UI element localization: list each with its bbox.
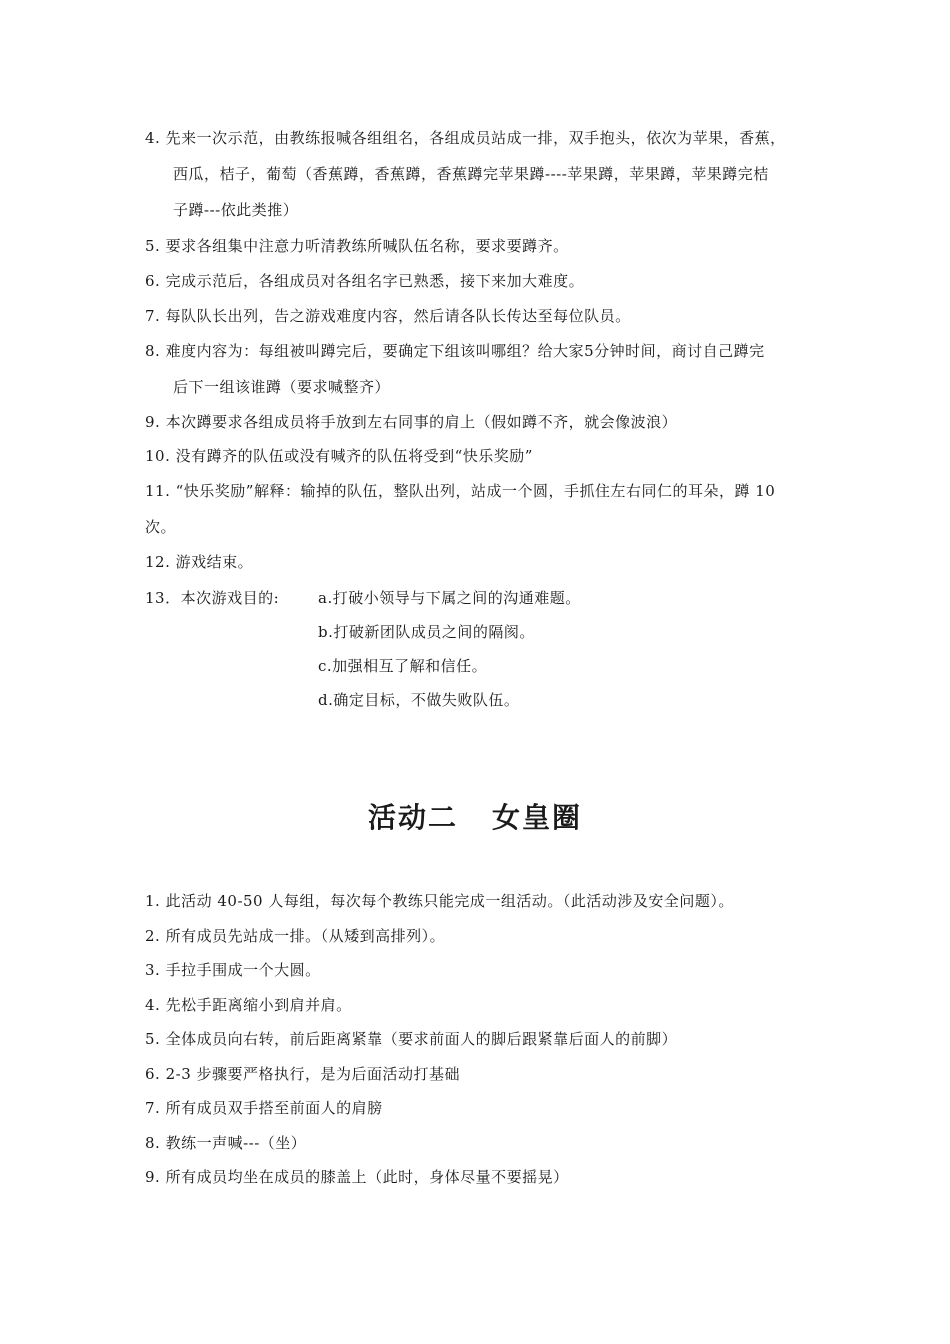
goal-b: b.打破新团队成员之间的隔阂。 bbox=[318, 623, 535, 641]
section-title bbox=[0, 796, 950, 836]
goals-label: 13．本次游戏目的: bbox=[145, 589, 280, 607]
item-number: 9. bbox=[145, 413, 161, 431]
item-number: 12. bbox=[145, 553, 171, 571]
item-text: 所有成员先站成一排。（从矮到高排列）。 bbox=[165, 927, 446, 945]
item-number: 5. bbox=[145, 237, 161, 255]
item-text-continued: 子蹲---依此类推） bbox=[173, 201, 299, 219]
item-number: 3. bbox=[145, 961, 161, 979]
item-text: 2-3 步骤要严格执行，是为后面活动打基础 bbox=[165, 1065, 461, 1083]
item-number: 8. bbox=[145, 342, 161, 360]
item-number: 10. bbox=[145, 447, 171, 465]
item-number: 9. bbox=[145, 1168, 161, 1186]
item-text: 手拉手围成一个大圆。 bbox=[165, 961, 321, 979]
item-text-continued: 后下一组该谁蹲（要求喊整齐） bbox=[173, 378, 391, 396]
section-title-part2: 女皇圈 bbox=[492, 801, 583, 834]
list-item-s2-5 bbox=[145, 1021, 845, 1057]
item-number: 1. bbox=[145, 892, 161, 910]
list-item-9 bbox=[145, 404, 845, 440]
item-number: 2. bbox=[145, 927, 161, 945]
item-text: 要求各组集中注意力听清教练所喊队伍名称，要求要蹲齐。 bbox=[165, 237, 569, 255]
goal-d: d.确定目标，不做失败队伍。 bbox=[318, 691, 520, 709]
item-number: 7. bbox=[145, 1099, 161, 1117]
item-text: 难度内容为：每组被叫蹲完后，要确定下组该叫哪组？给大家5分钟时间，商讨自己蹲完 bbox=[165, 342, 765, 360]
item-number: 5. bbox=[145, 1030, 161, 1048]
item-number: 11. bbox=[145, 482, 171, 500]
list-item-s2-9 bbox=[145, 1159, 845, 1195]
item-number: 8. bbox=[145, 1134, 161, 1152]
list-item-12 bbox=[145, 544, 845, 580]
list-item-10 bbox=[145, 438, 845, 474]
item-text-continued: 西瓜，桔子，葡萄（香蕉蹲，香蕉蹲，香蕉蹲完苹果蹲----苹果蹲，苹果蹲，苹果蹲完桔 bbox=[173, 165, 769, 183]
item-text: 每队队长出列，告之游戏难度内容，然后请各队长传达至每位队员。 bbox=[165, 307, 631, 325]
item-number: 4. bbox=[145, 129, 161, 147]
list-item-8 bbox=[145, 333, 845, 405]
item-text: 先来一次示范，由教练报喊各组组名，各组成员站成一排，双手抱头，依次为苹果，香蕉， bbox=[165, 129, 786, 147]
item-number: 4. bbox=[145, 996, 161, 1014]
item-text: 此活动 40-50 人每组，每次每个教练只能完成一组活动。（此活动涉及安全问题）。 bbox=[165, 892, 734, 910]
item-number: 7. bbox=[145, 307, 161, 325]
list-item-s2-7 bbox=[145, 1090, 845, 1126]
list-item-s2-3 bbox=[145, 952, 845, 988]
list-item-7 bbox=[145, 298, 845, 334]
goal-c: c.加强相互了解和信任。 bbox=[318, 657, 488, 675]
list-item-s2-4 bbox=[145, 987, 845, 1023]
list-item-11 bbox=[145, 473, 850, 545]
item-text: 教练一声喊---（坐） bbox=[165, 1134, 307, 1152]
list-item-4 bbox=[145, 120, 845, 228]
goal-a: a.打破小领导与下属之间的沟通难题。 bbox=[318, 589, 581, 607]
list-item-s2-1 bbox=[145, 883, 845, 919]
item-text: “快乐奖励”解释：输掉的队伍，整队出列，站成一个圆，手抓住左右同仁的耳朵，蹲 10 bbox=[175, 482, 776, 500]
item-text: 先松手距离缩小到肩并肩。 bbox=[165, 996, 352, 1014]
item-number: 6. bbox=[145, 1065, 161, 1083]
list-item-s2-6 bbox=[145, 1056, 845, 1092]
item-text: 没有蹲齐的队伍或没有喊齐的队伍将受到“快乐奖励” bbox=[175, 447, 533, 465]
item-text: 本次蹲要求各组成员将手放到左右同事的肩上（假如蹲不齐，就会像波浪） bbox=[165, 413, 678, 431]
item-text: 所有成员双手搭至前面人的肩膀 bbox=[165, 1099, 383, 1117]
item-text: 完成示范后，各组成员对各组名字已熟悉，接下来加大难度。 bbox=[165, 272, 585, 290]
item-text: 所有成员均坐在成员的膝盖上（此时，身体尽量不要摇晃） bbox=[165, 1168, 569, 1186]
list-item-s2-2 bbox=[145, 918, 845, 954]
item-text: 全体成员向右转，前后距离紧靠（要求前面人的脚后跟紧靠后面人的前脚） bbox=[165, 1030, 678, 1048]
section-title-part1: 活动二 bbox=[367, 801, 458, 834]
item-text: 游戏结束。 bbox=[175, 553, 254, 571]
item-number: 6. bbox=[145, 272, 161, 290]
list-item-s2-8 bbox=[145, 1125, 845, 1161]
list-item-6 bbox=[145, 263, 845, 299]
item-text-continued: 次。 bbox=[145, 518, 177, 536]
list-item-5 bbox=[145, 228, 845, 264]
